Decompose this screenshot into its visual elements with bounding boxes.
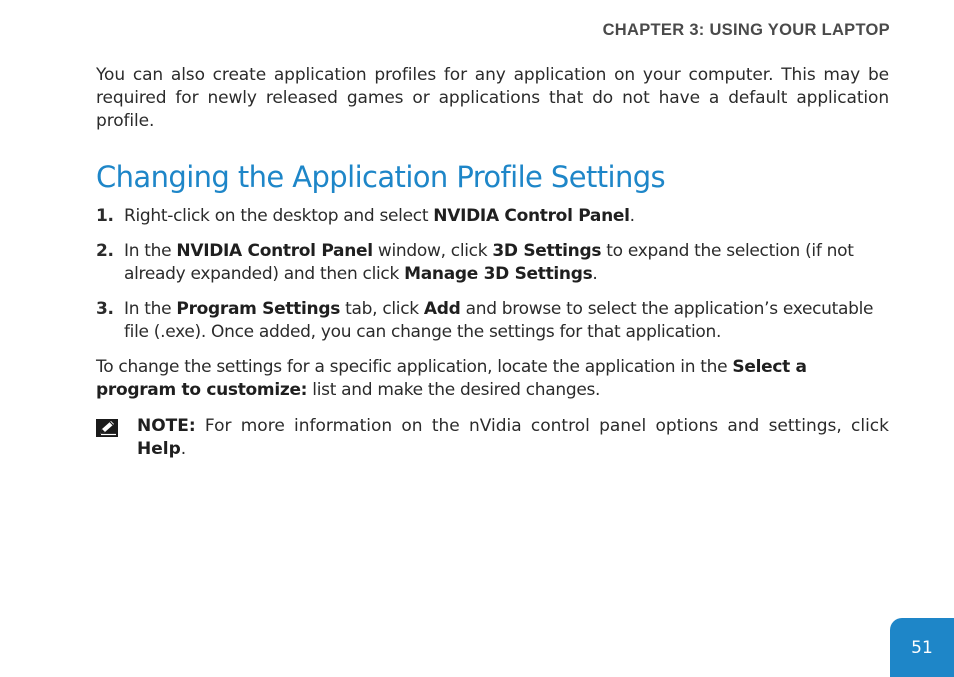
section-title: Changing the Application Profile Settings (96, 160, 666, 194)
paragraph-text: list and make the desired changes. (307, 380, 601, 400)
step-text: . (592, 264, 598, 284)
note-text: . (180, 439, 187, 459)
ui-term-select-program: Select a program to customize: (96, 357, 807, 400)
step-text: window, click (372, 241, 493, 261)
page-number-tab (890, 618, 954, 677)
ui-term-3d-settings: 3D Settings (492, 241, 602, 261)
ui-term-manage-3d-settings: Manage 3D Settings (404, 264, 593, 284)
step-text: tab, click (340, 299, 424, 319)
chapter-header: CHAPTER 3: USING YOUR LAPTOP (602, 21, 890, 39)
step-text: . (629, 206, 635, 226)
paragraph-text: To change the settings for a specific application, locate the application in the (96, 357, 733, 377)
step-3 (96, 298, 889, 344)
step-text: to expand the selection (if not already expanded) and then click (124, 241, 854, 284)
note-text: For more information on the nVidia control panel options and settings, click (195, 416, 889, 436)
page-content (96, 64, 889, 461)
steps-list (96, 205, 889, 344)
customize-paragraph (96, 356, 889, 402)
ui-term-program-settings: Program Settings (176, 299, 341, 319)
note-label: NOTE: (137, 416, 196, 436)
intro-paragraph: You can also create application profiles for any application on your computer. This may be required for newly released games or applications that do not have a default application profile. (96, 65, 889, 131)
step-number: 1. (96, 206, 114, 226)
step-1 (96, 205, 889, 228)
note-block (96, 415, 889, 461)
ui-term-nvidia-control-panel: NVIDIA Control Panel (176, 241, 373, 261)
pencil-note-icon (96, 419, 118, 437)
page-number: 51 (911, 637, 933, 658)
step-number: 3. (96, 299, 114, 319)
step-text: In the (124, 241, 177, 261)
step-number: 2. (96, 241, 114, 261)
ui-term-add: Add (423, 299, 461, 319)
step-text: and browse to select the application’s executable file (.exe). Once added, you can change the settings for that application. (124, 299, 874, 342)
step-text: Right-click on the desktop and select (124, 206, 434, 226)
step-2 (96, 240, 889, 286)
ui-term-help: Help (137, 439, 181, 459)
ui-term-nvidia-control-panel: NVIDIA Control Panel (433, 206, 630, 226)
step-text: In the (124, 299, 177, 319)
